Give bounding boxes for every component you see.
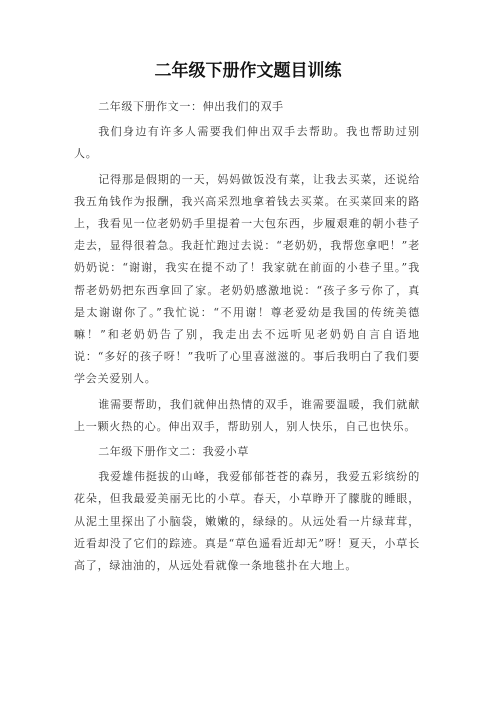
document-title: 二年级下册作文题目训练	[154, 61, 342, 81]
section-heading-1: 二年级下册作文一：伸出我们的双手	[98, 100, 284, 113]
paragraph: 我们身边有许多人需要我们伸出双手去帮助。我也帮助过别人。	[74, 125, 420, 161]
paragraph: 谁需要帮助，我们就伸出热情的双手，谁需要温暖，我们就献上一颗火热的心。伸出双手，帮助别人，别人快乐，自己也快乐。	[74, 397, 420, 433]
paragraph: 记得那是假期的一天，妈妈做饭没有菜，让我去买菜，还说给我五角钱作为报酬，我兴高采烈地拿着钱去买菜。在买菜回来的路上，我看见一位老奶奶手里提着一大包东西，步履艰难的朝小巷子走去，显得很着急。我赶忙跑过去说：“老奶奶，我帮您拿吧！”老奶奶说：“谢谢，我实在提不动了！我家就在前面的小巷子里。”我帮老奶奶把东西拿回了家。老奶奶感激地说：“孩子多亏你了，真是太谢谢你了。”我忙说：“不用谢！尊老爱幼是我国的传统美德嘛！”和老奶奶告了别，我走出去不远听见老奶奶自言自语地说：“多好的孩子呀！”我听了心里喜滋滋的。事后我明白了我们要学会关爱别人。	[74, 172, 420, 386]
document-body	[74, 96, 420, 580]
section-heading-2: 二年级下册作文二：我爱小草	[98, 445, 249, 459]
paragraph: 我爱雄伟挺拔的山峰，我爱郁郁苍苍的森另，我爱五彩缤纷的花朵，但我最爱美丽无比的小草。春天，小草睁开了朦胧的睡眼，从泥土里探出了小脑袋，嫩嫩的，绿绿的。从远处看一片绿茸茸，近看却没了它们的踪迹。真是“草色遥看近却无”呀！夏天，小草长高了，绿油油的，从远处看就像一条地毯扑在大地上。	[74, 470, 420, 573]
